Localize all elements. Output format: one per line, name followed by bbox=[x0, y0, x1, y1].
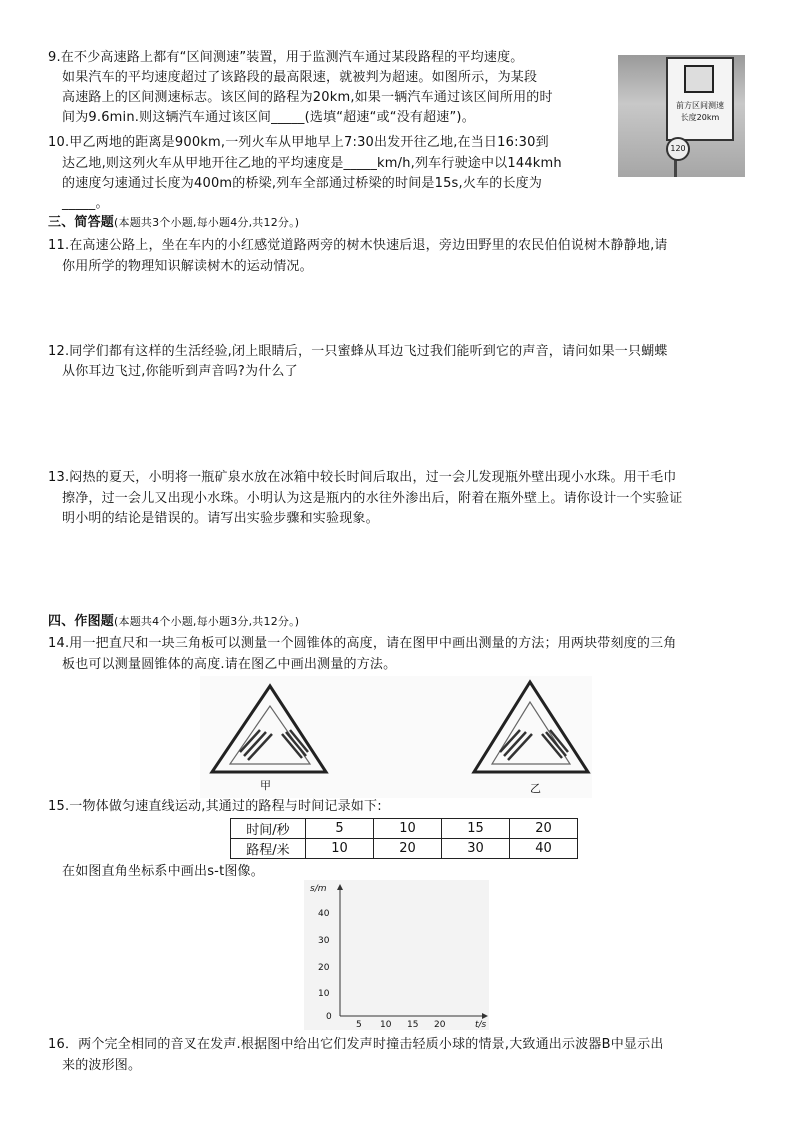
st-graph bbox=[304, 880, 489, 1030]
table-cell: 路程/米 bbox=[231, 839, 306, 859]
x-tick-label: 10 bbox=[380, 1020, 392, 1030]
st-graph-axes bbox=[304, 880, 489, 1030]
table-cell: 15 bbox=[442, 819, 510, 839]
q10-line-2: 达乙地,则这列火车从甲地开往乙地的平均速度是_____km/h,列车行驶途中以144kmh bbox=[62, 156, 562, 171]
table-cell: 10 bbox=[306, 839, 374, 859]
section-4-note: (本题共4个小题,每小题3分,共12分。) bbox=[114, 615, 300, 628]
sign-text-1: 前方区间测速 bbox=[676, 101, 724, 110]
x-tick-label: 5 bbox=[356, 1020, 362, 1030]
q16-line-1: 16．两个完全相同的音叉在发声.根据图中给出它们发声时撞击轻质小球的情景,大致通出示波器B中显示出 bbox=[48, 1037, 664, 1052]
q9-line-2: 如果汽车的平均速度超过了该路段的最高限速，就被判为超速。如图所示，为某段 bbox=[62, 70, 538, 85]
y-tick-label: 40 bbox=[318, 909, 330, 919]
q13-line-2: 擦净，过一会儿又出现小水珠。小明认为这是瓶内的水往外渗出后，附着在瓶外壁上。请你设计一个实验证 bbox=[62, 491, 683, 506]
q10-line-4: _____。 bbox=[62, 196, 109, 211]
q14-line-1: 14.用一把直尺和一块三角板可以测量一个圆锥体的高度，请在图甲中画出测量的方法；用两块带刻度的三角 bbox=[48, 636, 677, 651]
y-tick-label: 30 bbox=[318, 936, 330, 946]
figure-label-jia: 甲 bbox=[260, 779, 271, 792]
q9-line-4: 间为9.6min.则这辆汽车通过该区间_____(选填“超速“或“没有超速”)。 bbox=[62, 110, 475, 125]
speed-limit-circle: 120 bbox=[666, 137, 690, 161]
triangle-jia bbox=[212, 686, 326, 772]
x-tick-label: 15 bbox=[407, 1020, 419, 1030]
section-3-heading bbox=[48, 213, 299, 233]
cone-figure-panel bbox=[200, 676, 592, 798]
origin-label: 0 bbox=[326, 1012, 332, 1022]
triangle-yi bbox=[474, 682, 588, 772]
section-4-heading bbox=[48, 612, 299, 632]
section-3-title: 三、简答题 bbox=[48, 215, 115, 230]
y-axis-label: s/m bbox=[310, 884, 327, 894]
section-4-title: 四、作图题 bbox=[48, 614, 115, 629]
figure-label-yi: 乙 bbox=[530, 782, 541, 795]
table-cell: 20 bbox=[510, 819, 578, 839]
x-tick-label: 20 bbox=[434, 1020, 446, 1030]
q13-line-3: 明小明的结论是错误的。请写出实验步骤和实验现象。 bbox=[62, 511, 379, 526]
sign-text-2: 长度20km bbox=[680, 113, 720, 122]
table-cell: 40 bbox=[510, 839, 578, 859]
table-row bbox=[231, 839, 578, 859]
table-cell: 30 bbox=[442, 839, 510, 859]
q12-line-2: 从你耳边飞过,你能听到声音吗?为什么了 bbox=[62, 364, 298, 379]
x-axis-label: t/s bbox=[475, 1020, 487, 1030]
camera-icon bbox=[684, 65, 714, 93]
speed-sign-photo bbox=[618, 55, 745, 177]
y-tick-label: 20 bbox=[318, 963, 330, 973]
q15-line-1: 15.一物体做匀速直线运动,其通过的路程与时间记录如下: bbox=[48, 799, 382, 814]
table-cell: 时间/秒 bbox=[231, 819, 306, 839]
time-distance-table bbox=[230, 818, 578, 859]
q13-line-1: 13.闷热的夏天，小明将一瓶矿泉水放在冰箱中较长时间后取出，过一会儿发现瓶外壁出现小水珠。用干毛巾 bbox=[48, 470, 677, 485]
q9-line-3: 高速路上的区间测速标志。该区间的路程为20km,如果一辆汽车通过该区间所用的时 bbox=[62, 90, 553, 105]
q10-line-1: 10.甲乙两地的距离是900km,一列火车从甲地早上7:30出发开往乙地,在当日16:30到 bbox=[48, 135, 549, 150]
table-cell: 5 bbox=[306, 819, 374, 839]
y-tick-label: 10 bbox=[318, 989, 330, 999]
q15-line-2: 在如图直角坐标系中画出s-t图像。 bbox=[62, 864, 264, 879]
q11-line-1: 11.在高速公路上，坐在车内的小红感觉道路两旁的树木快速后退，旁边田野里的农民伯伯说树木静静地,请 bbox=[48, 238, 668, 253]
q11-line-2: 你用所学的物理知识解读树木的运动情况。 bbox=[62, 259, 313, 274]
table-cell: 10 bbox=[374, 819, 442, 839]
section-3-note: (本题共3个小题,每小题4分,共12分。) bbox=[114, 216, 300, 229]
q9-line-1: 9.在不少高速路上都有“区间测速”装置，用于监测汽车通过某段路程的平均速度。 bbox=[48, 50, 524, 65]
table-cell: 20 bbox=[374, 839, 442, 859]
table-row bbox=[231, 819, 578, 839]
q12-line-1: 12.同学们都有这样的生活经验,闭上眼睛后，一只蜜蜂从耳边飞过我们能听到它的声音，请问如果一只蝴蝶 bbox=[48, 344, 668, 359]
q14-line-2: 板也可以测量圆锥体的高度.请在图乙中画出测量的方法。 bbox=[62, 657, 397, 672]
q10-line-3: 的速度匀速通过长度为400m的桥梁,列车全部通过桥梁的时间是15s,火车的长度为 bbox=[62, 176, 543, 191]
q16-line-2: 来的波形图。 bbox=[62, 1058, 142, 1073]
